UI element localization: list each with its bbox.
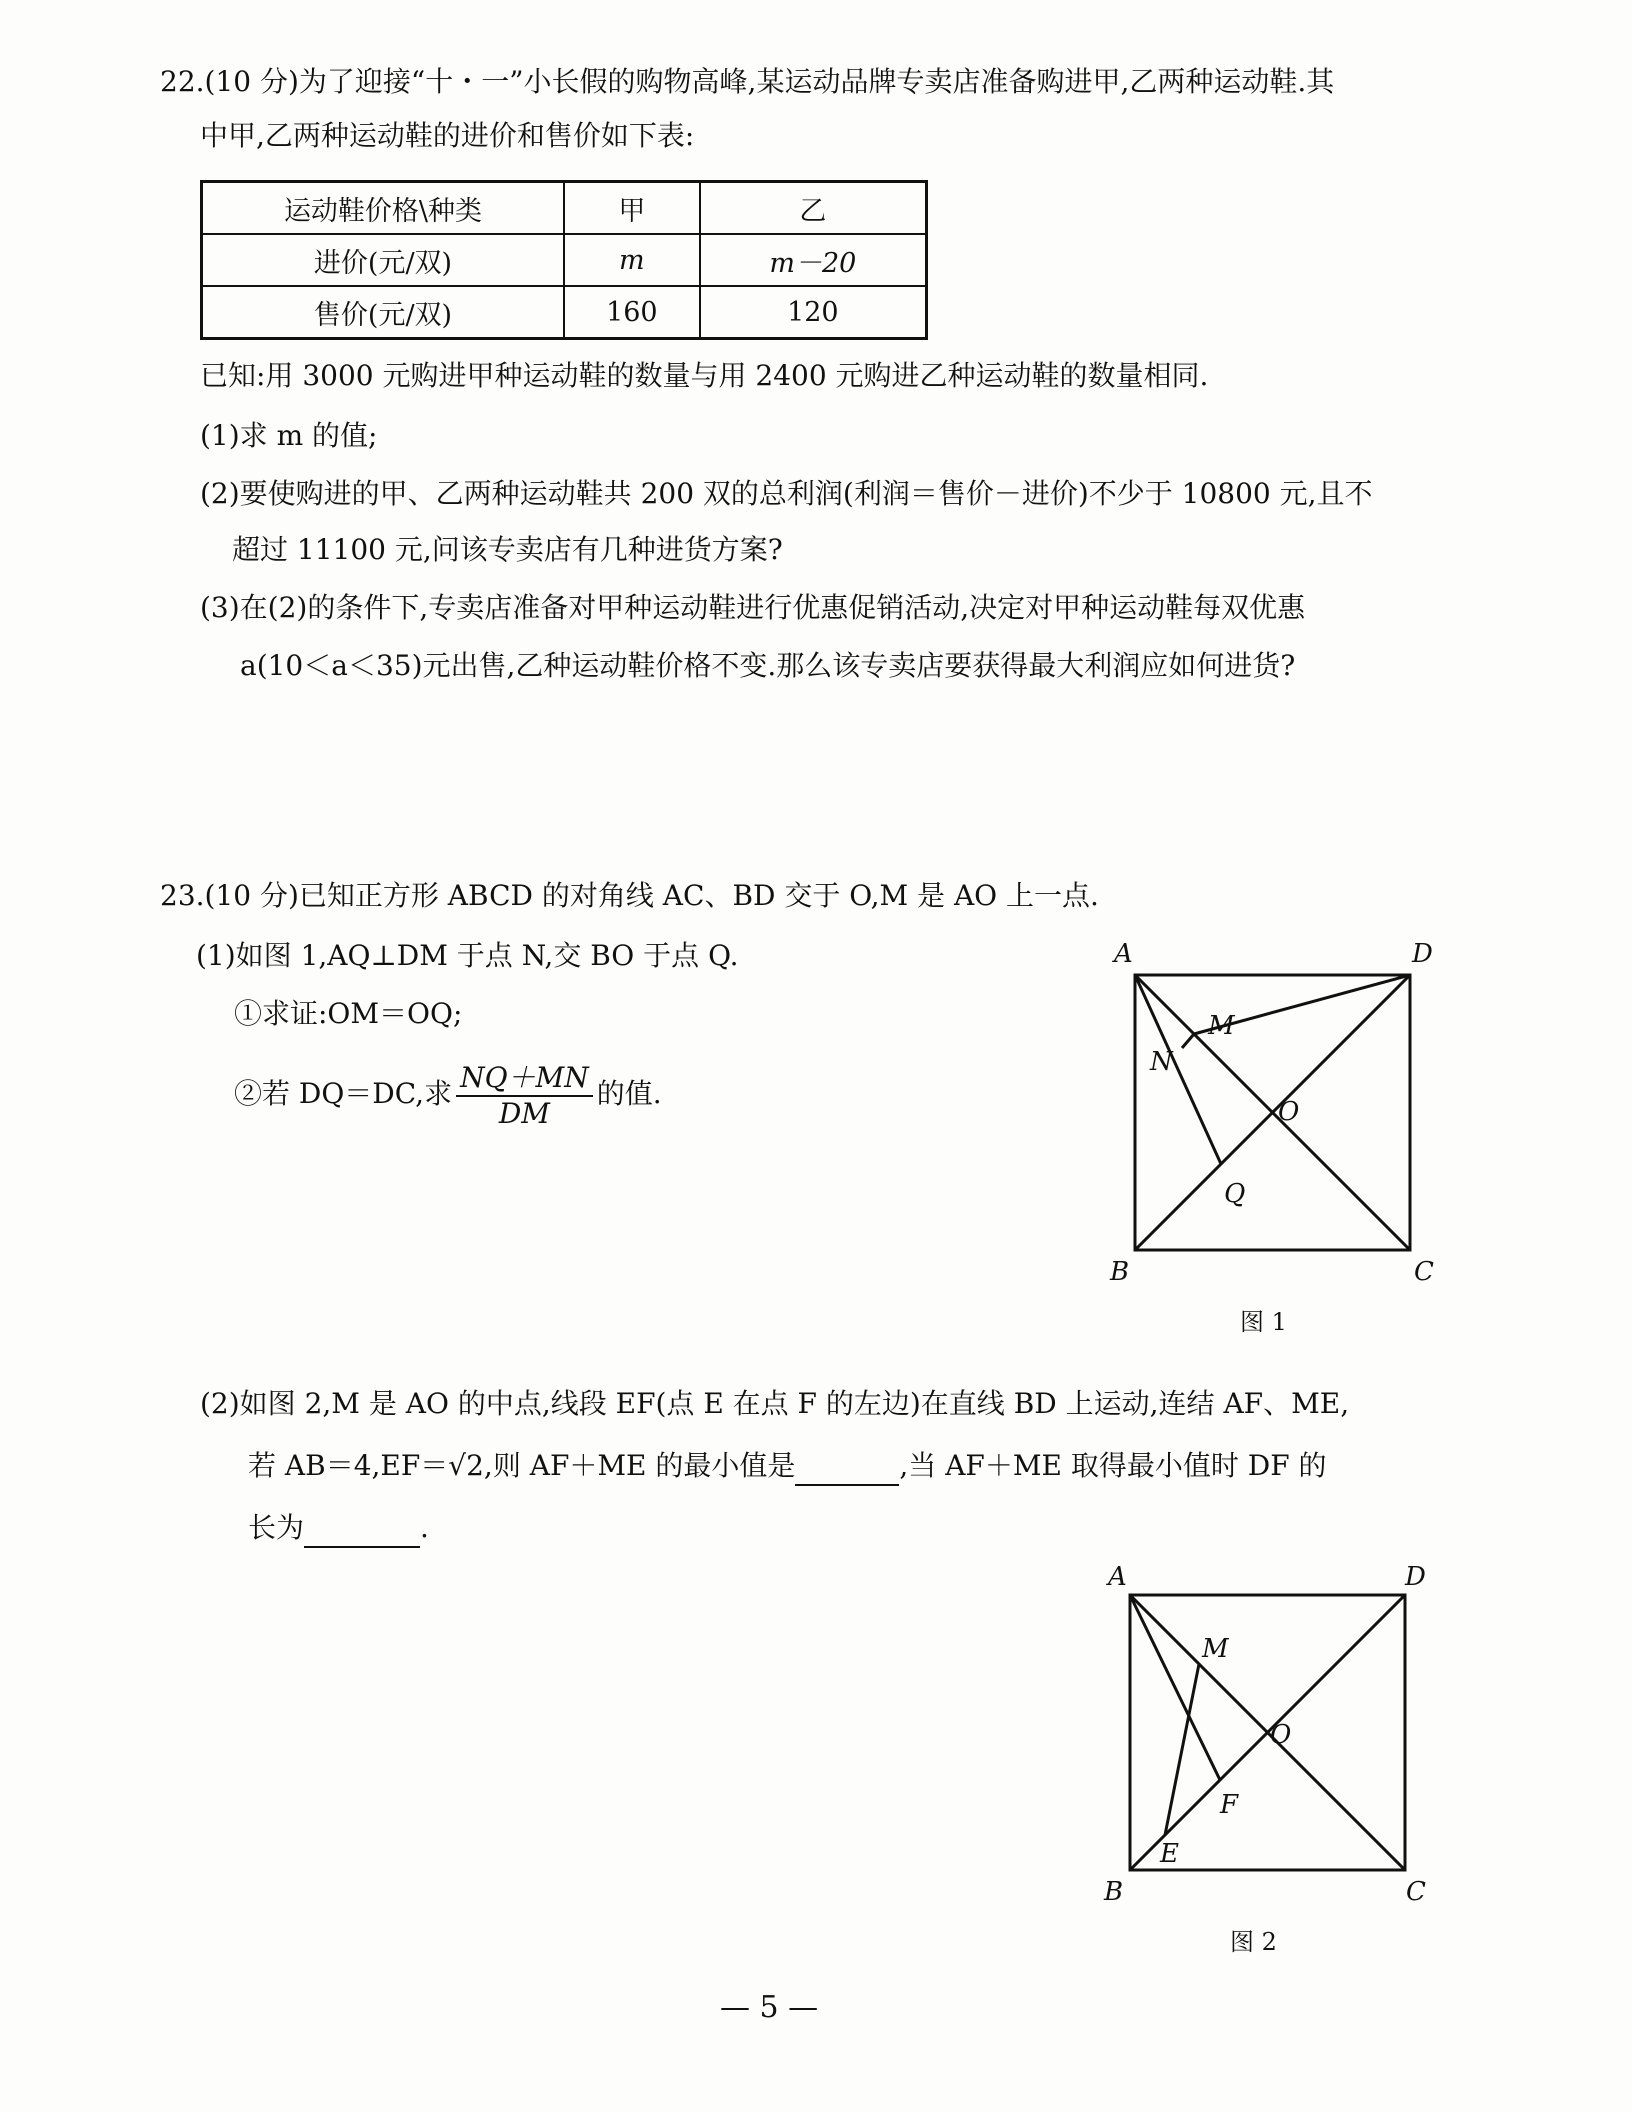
fraction-numerator: NQ＋MN xyxy=(456,1061,593,1097)
table-row xyxy=(202,286,927,339)
table-header-cell: 运动鞋价格\种类 xyxy=(202,182,565,235)
q23-part2-line3-text: 长为 xyxy=(248,1511,305,1544)
table-cell: m xyxy=(564,234,700,286)
figure-1 xyxy=(1100,940,1440,1340)
segment-me xyxy=(1165,1664,1199,1835)
table-cell: 进价(元/双) xyxy=(202,234,565,286)
page-number: — 5 — xyxy=(720,1990,819,2025)
q23-part2-line2-a: 若 AB＝4,EF＝√2,则 AF＋ME 的最小值是 xyxy=(248,1449,796,1482)
label-m: M xyxy=(1202,1634,1229,1664)
q23-part2-line3 xyxy=(248,1508,429,1548)
figure-1-caption: 图 1 xyxy=(1240,1308,1287,1336)
label-e: E xyxy=(1160,1839,1179,1869)
answer-blank-min-value[interactable] xyxy=(795,1454,899,1486)
fraction-denominator: DM xyxy=(498,1096,550,1130)
label-o: O xyxy=(1270,1720,1292,1750)
label-b: B xyxy=(1110,1257,1130,1287)
answer-blank-df-length[interactable] xyxy=(304,1516,420,1548)
table-cell: 售价(元/双) xyxy=(202,286,565,339)
label-o: O xyxy=(1278,1097,1300,1127)
q23-part2-line2-b: ,当 AF＋ME 取得最小值时 DF 的 xyxy=(899,1449,1327,1482)
segment-mn xyxy=(1182,1034,1194,1048)
q22-part3-line1: (3)在(2)的条件下,专卖店准备对甲种运动鞋进行优惠促销活动,决定对甲种运动鞋每双优惠 xyxy=(200,591,1306,624)
label-a: A xyxy=(1114,939,1133,969)
table-header-cell: 乙 xyxy=(700,182,927,235)
label-b: B xyxy=(1104,1877,1124,1907)
q23-part1a: ①求证:OM＝OQ; xyxy=(234,997,463,1030)
table-header-cell: 甲 xyxy=(564,182,700,235)
q23-part2-line2 xyxy=(248,1446,1327,1486)
table-cell: 160 xyxy=(564,286,700,339)
q22-line2: 中甲,乙两种运动鞋的进价和售价如下表: xyxy=(200,119,695,152)
figure-2-caption: 图 2 xyxy=(1230,1928,1277,1956)
label-d: D xyxy=(1412,939,1433,969)
table-row xyxy=(202,182,927,235)
table-row xyxy=(202,234,927,286)
q22-part1: (1)求 m 的值; xyxy=(200,419,378,452)
label-f: F xyxy=(1220,1790,1239,1820)
label-c: C xyxy=(1414,1257,1434,1287)
label-c: C xyxy=(1406,1877,1426,1907)
table-cell: 120 xyxy=(700,286,927,339)
table-cell: m－20 xyxy=(700,234,927,286)
q22-known: 已知:用 3000 元购进甲种运动鞋的数量与用 2400 元购进乙种运动鞋的数量相同. xyxy=(200,359,1209,392)
label-q: Q xyxy=(1224,1179,1246,1209)
segment-aq xyxy=(1135,975,1221,1164)
figure-2 xyxy=(1100,1562,1440,1965)
label-m: M xyxy=(1208,1011,1235,1041)
q23-part1b xyxy=(234,1056,662,1132)
segment-af xyxy=(1130,1595,1220,1780)
q23-part1b-pre: ②若 DQ＝DC,求 xyxy=(234,1077,453,1110)
q23-intro: 23.(10 分)已知正方形 ABCD 的对角线 AC、BD 交于 O,M 是 AO 上一点. xyxy=(160,879,1099,912)
label-d: D xyxy=(1405,1562,1426,1592)
q23-part1: (1)如图 1,AQ⊥DM 于点 N,交 BO 于点 Q. xyxy=(196,939,739,972)
label-n: N xyxy=(1150,1047,1173,1077)
q22-line1: 22.(10 分)为了迎接“十・一”小长假的购物高峰,某运动品牌专卖店准备购进甲,乙两种运动鞋.其 xyxy=(160,65,1335,98)
q22-part2-line1: (2)要使购进的甲、乙两种运动鞋共 200 双的总利润(利润＝售价－进价)不少于 10800 元,且不 xyxy=(200,477,1373,510)
q23-part2-line3-period: . xyxy=(420,1511,429,1544)
q23-part1b-post: 的值. xyxy=(596,1077,662,1110)
label-a: A xyxy=(1108,1562,1127,1592)
q22-part3-line2: a(10＜a＜35)元出售,乙种运动鞋价格不变.那么该专卖店要获得最大利润应如何进货? xyxy=(240,649,1296,682)
price-table xyxy=(200,180,928,340)
q22-part2-line2: 超过 11100 元,问该专卖店有几种进货方案? xyxy=(232,533,783,566)
fraction xyxy=(456,1061,593,1131)
q23-part2-line1: (2)如图 2,M 是 AO 的中点,线段 EF(点 E 在点 F 的左边)在直线 BD 上运动,连结 AF、ME, xyxy=(200,1387,1350,1420)
